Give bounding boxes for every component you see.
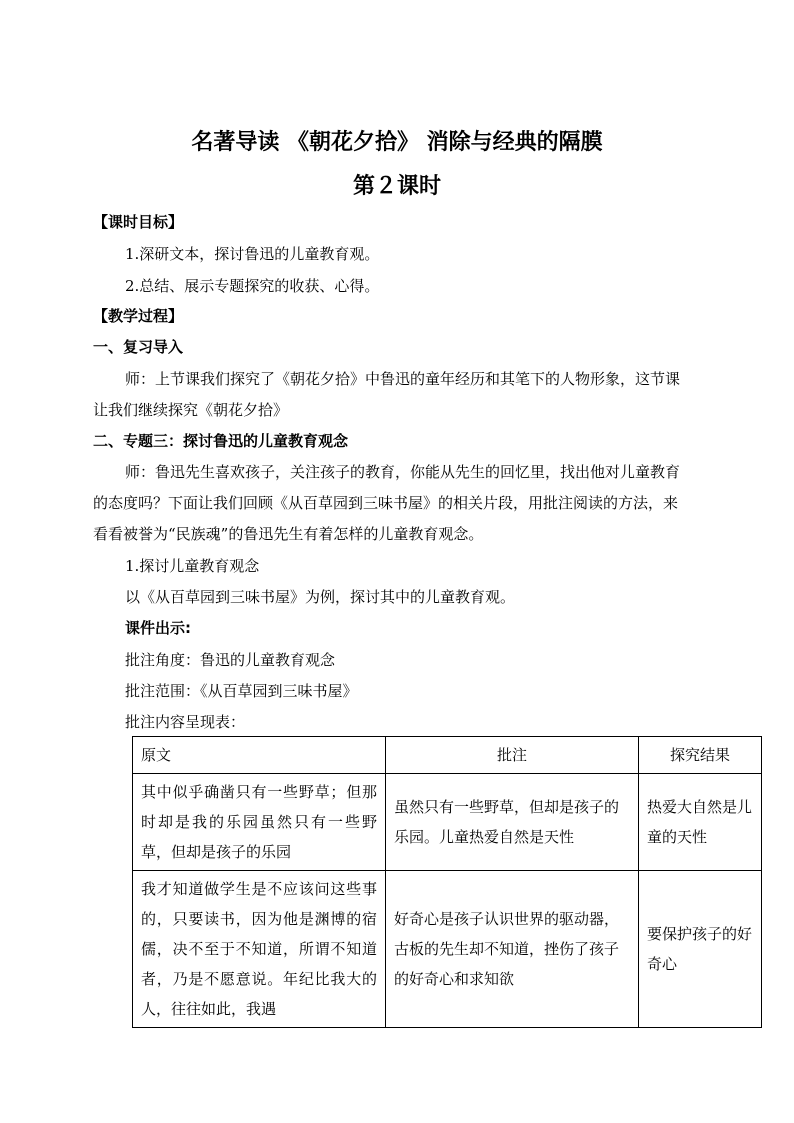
table-row	[133, 871, 762, 1028]
annotation-table	[132, 736, 762, 1028]
objective-item: 1.深研文本，探讨鲁迅的儿童教育观。	[125, 245, 380, 263]
cell-original: 我才知道做学生是不应该问这些事的，只要读书，因为他是渊博的宿儒，决不至于不知道，所谓不知道者，乃是不愿意说。年纪比我大的人，往往如此，我遇	[133, 871, 386, 1028]
cell-note: 虽然只有一些野草，但却是孩子的乐园。儿童热爱自然是天性	[386, 774, 639, 871]
lesson-subtitle: 第２课时	[352, 174, 441, 199]
objective-item: 2.总结、展示专题探究的收获、心得。	[125, 277, 380, 295]
annotation-angle: 批注角度：鲁迅的儿童教育观念	[125, 651, 336, 669]
paragraph-line: 让我们继续探究《朝花夕拾》	[93, 401, 289, 419]
cell-original: 其中似乎确凿只有一些野草；但那时却是我的乐园虽然只有一些野草，但却是孩子的乐园	[133, 774, 386, 871]
header-result: 探究结果	[639, 737, 762, 774]
paragraph-line: 师：鲁迅先生喜欢孩子，关注孩子的教育，你能从先生的回忆里，找出他对儿童教育	[125, 463, 681, 481]
cell-note: 好奇心是孩子认识世界的驱动器，古板的先生却不知道，挫伤了孩子的好奇心和求知欲	[386, 871, 639, 1028]
cell-result: 要保护孩子的好奇心	[639, 871, 762, 1028]
objectives-heading: 【课时目标】	[93, 213, 184, 231]
cell-result: 热爱大自然是儿童的天性	[639, 774, 762, 871]
paragraph-line: 师：上节课我们探究了《朝花夕拾》中鲁迅的童年经历和其笔下的人物形象，这节课	[125, 370, 681, 388]
paragraph-line: 看看被誉为“民族魂”的鲁迅先生有着怎样的儿童教育观念。	[93, 525, 484, 543]
section-heading-topic3: 二、专题三：探讨鲁迅的儿童教育观念	[93, 432, 349, 450]
paragraph-line: 以《从百草园到三味书屋》为例，探讨其中的儿童教育观。	[125, 588, 516, 606]
page-title: 名著导读 《朝花夕拾》 消除与经典的隔膜	[191, 130, 603, 155]
table-header-row	[133, 737, 762, 774]
header-note: 批注	[386, 737, 639, 774]
table-row	[133, 774, 762, 871]
annotation-scope: 批注范围：《从百草园到三味书屋》	[125, 682, 358, 700]
section-heading-review: 一、复习导入	[93, 338, 184, 356]
subsection-heading: 1.探讨儿童教育观念	[125, 557, 260, 575]
header-original: 原文	[133, 737, 386, 774]
paragraph-line: 的态度吗？下面让我们回顾《从百草园到三味书屋》的相关片段，用批注阅读的方法，来	[93, 494, 679, 512]
courseware-label: 课件出示:	[125, 619, 191, 637]
table-intro: 批注内容呈现表：	[125, 713, 246, 731]
process-heading: 【教学过程】	[93, 307, 184, 325]
